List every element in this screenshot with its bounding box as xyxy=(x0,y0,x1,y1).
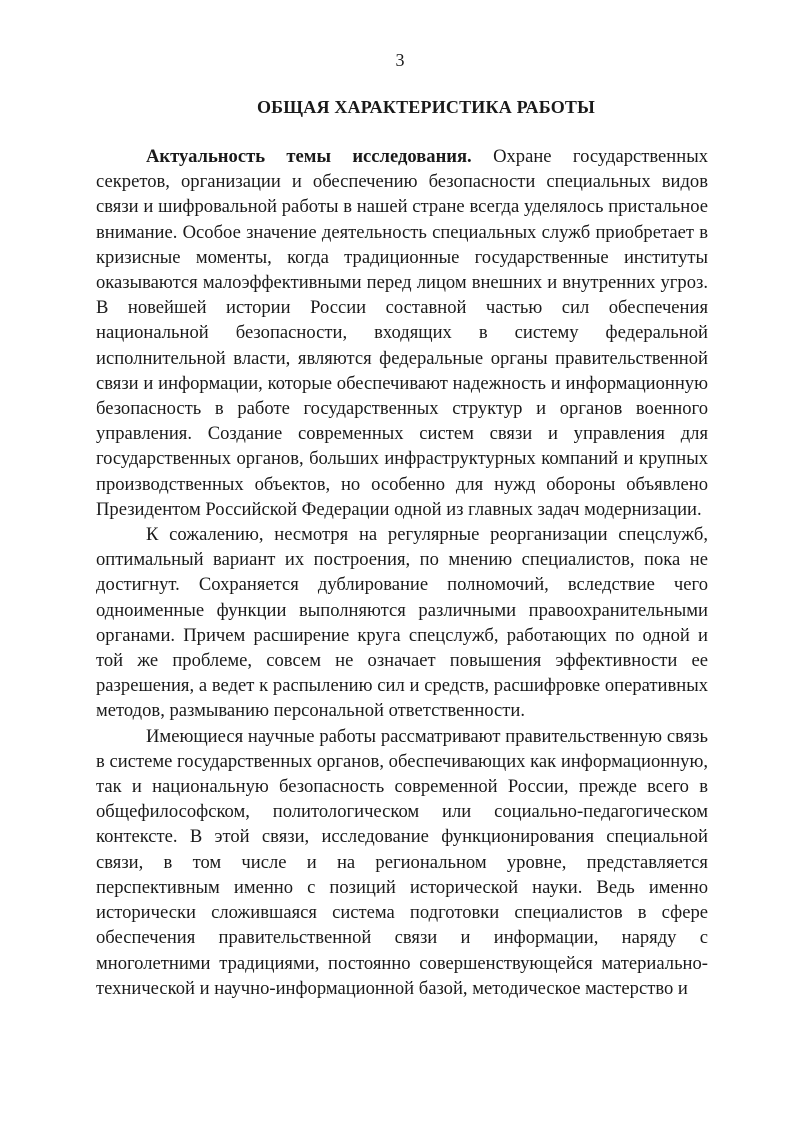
paragraph-reorganization xyxy=(96,522,708,724)
body-text xyxy=(96,144,708,1001)
paragraph-text: Охране государственных секретов, организации и обеспечению безопасности специальных видов связи и шифровальной работы в нашей стране всегда уделялось пристальное внимание. Особое значение деятельность специальных служб приобретает в кризисные моменты, когда традиционные государственные институты оказываются малоэффективными перед лицом внешних и внутренних угроз. В новейшей истории России составной частью сил обеспечения национальной безопасности, входящих в систему федеральной исполнительной власти, являются федеральные органы правительственной связи и информации, которые обеспечивают надежность и информационную безопасность в работе государственных структур и органов военного управления. Создание современных систем связи и управления для государственных органов, больших инфраструктурных компаний и крупных производственных объектов, но особенно для нужд обороны объявлено Президентом Российской Федерации одной из главных задач модернизации. xyxy=(96,146,708,520)
paragraph-research xyxy=(96,724,708,1001)
section-title: ОБЩАЯ ХАРАКТЕРИСТИКА РАБОТЫ xyxy=(256,97,596,117)
paragraph-lead-heading: Актуальность темы исследования. xyxy=(146,146,472,167)
page-number: 3 xyxy=(395,50,405,70)
paragraph-text: Имеющиеся научные работы рассматривают правительственную связь в системе государственных органов, обеспечивающих как информационную, так и национальную безопасность современной России, прежде всего в общефилософском, политологическом или социально-педагогическом контексте. В этой связи, исследование функционирования специальной связи, в том числе и на региональном уровне, представляется перспективным именно с позиций исторической науки. Ведь именно исторически сложившаяся система подготовки специалистов в сфере обеспечения правительственной связи и информации, наряду с многолетними традициями, постоянно совершенствующейся материально-технической и научно-информационной базой, методическое мастерство и xyxy=(96,725,708,999)
paragraph-text: К сожалению, несмотря на регулярные реорганизации спецслужб, оптимальный вариант их построения, по мнению специалистов, пока не достигнут. Сохраняется дублирование полномочий, вследствие чего одноименные функции выполняются различными правоохранительными органами. Причем расширение круга спецслужб, работающих по одной и той же проблеме, совсем не означает повышения эффективности ее разрешения, а ведет к распылению сил и средств, расшифровке оперативных методов, размыванию персональной ответственности. xyxy=(96,524,708,722)
paragraph-relevance xyxy=(96,144,708,522)
